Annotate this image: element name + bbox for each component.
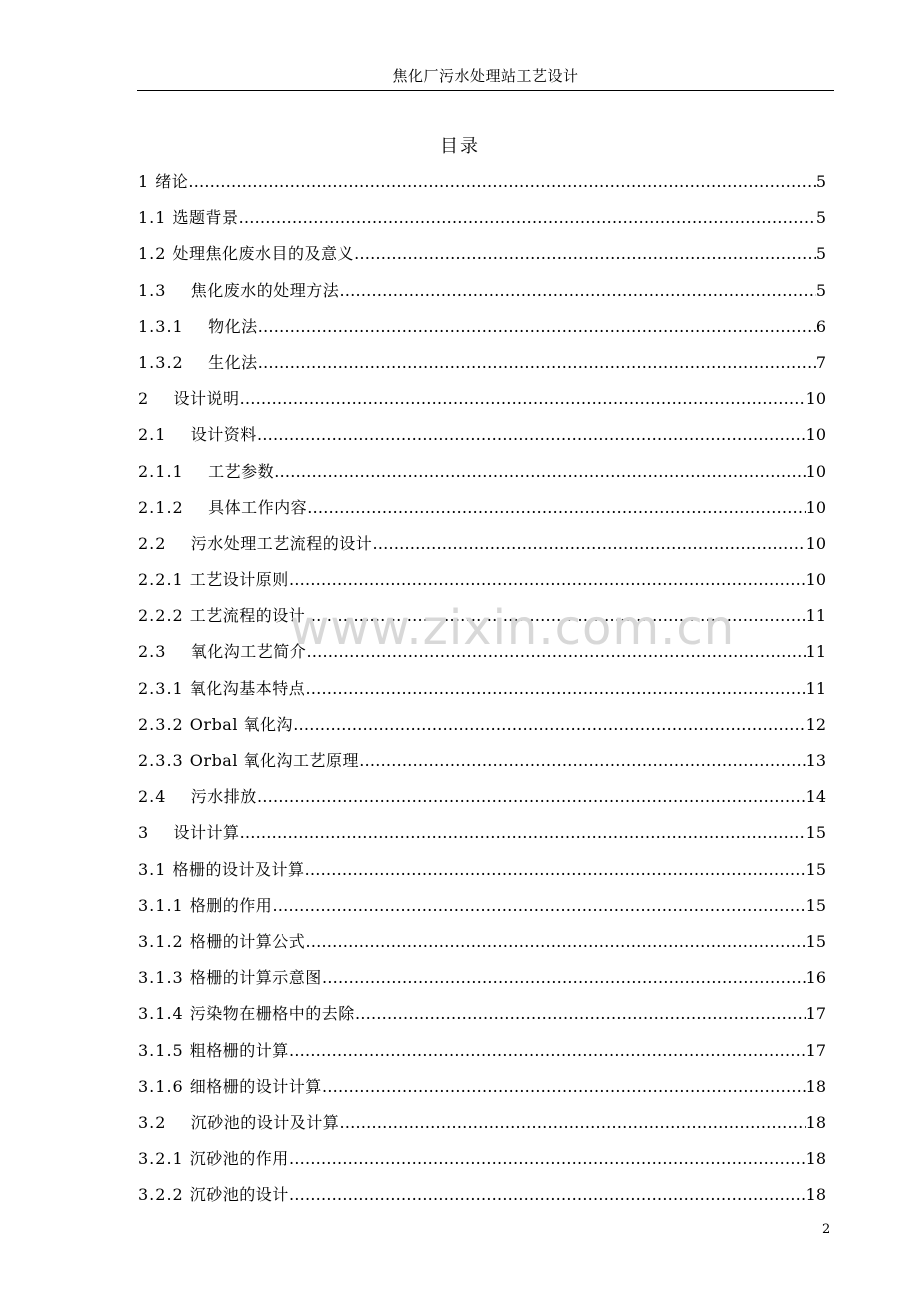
toc-entry-page: 6 [815,316,826,336]
toc-entry-number: 3.1.5 [138,1040,190,1060]
toc-entry-label: 污水处理工艺流程的设计 [190,533,373,553]
toc-entry-page: 18 [805,1185,826,1205]
toc-leader-dots [307,490,806,526]
toc-entry[interactable] [138,1069,826,1105]
toc-entry[interactable] [138,996,826,1032]
toc-entry-label: 格删的作用 [189,895,273,915]
toc-entry-page: 10 [805,570,826,590]
page-header [137,62,834,91]
toc-entry-number: 2.3.3 [138,751,190,770]
toc-entry-page: 15 [805,895,826,915]
toc-entry[interactable] [138,562,826,598]
toc-entry[interactable] [138,779,826,815]
toc-leader-dots [305,852,806,888]
toc-entry-number: 2.2.1 [138,570,190,590]
watermark: www.zixin.com.cn [290,600,736,656]
toc-entry-page: 5 [815,172,826,191]
toc-entry-page: 5 [815,208,826,228]
toc-entry-label: 粗格栅的计算 [189,1040,289,1060]
toc-entry-number: 1.1 [138,208,173,228]
toc-entry-number: 1.2 [138,244,173,264]
toc-entry-page: 10 [805,533,826,553]
toc-entry-number: 2.4 [138,787,191,807]
toc-entry-page: 17 [805,1004,826,1024]
toc-entry-number: 1.3.1 [138,316,209,336]
toc-leader-dots [359,743,806,779]
toc-entry[interactable] [138,236,826,272]
toc-entry-label: 具体工作内容 [208,497,308,517]
toc-entry-label: 工艺流程的设计 [189,606,306,626]
toc-entry-label: 设计说明 [173,389,240,409]
toc-entry-page: 18 [805,1076,826,1096]
page-number: 2 [822,1222,831,1237]
toc-entry-label: 污水排放 [190,787,257,807]
toc-entry-label: 绪论 [155,172,189,191]
toc-entry-label: 氧化沟工艺简介 [190,642,307,662]
toc-leader-dots [289,1033,806,1069]
toc-entry-number: 3.1.3 [138,968,190,988]
toc-entry-page: 14 [805,787,826,807]
toc-leader-dots [239,200,816,236]
toc-title: 目录 [440,136,480,157]
toc-leader-dots [322,1069,806,1105]
toc-entry-number: 3.1.2 [138,931,190,951]
toc-leader-dots [355,996,806,1032]
toc-entry-label: 处理焦化废水目的及意义 [172,244,355,264]
toc-entry-page: 15 [805,931,826,951]
toc-entry[interactable] [138,671,826,707]
toc-entry[interactable] [138,888,826,924]
toc-entry-label: 物化法 [208,316,258,336]
toc-entry[interactable] [138,381,826,417]
toc-entry[interactable] [138,743,826,779]
toc-entry[interactable] [138,454,826,490]
toc-entry[interactable] [138,273,826,309]
toc-entry[interactable] [138,490,826,526]
toc-entry-label: 选题背景 [172,208,239,228]
toc-leader-dots [240,815,806,851]
toc-entry-page: 18 [805,1149,826,1169]
toc-entry[interactable] [138,417,826,453]
toc-entry[interactable] [138,345,826,381]
toc-leader-dots [274,454,806,490]
toc-entry-page: 11 [805,606,826,626]
toc-entry-page: 18 [805,1112,826,1132]
toc-leader-dots [257,779,806,815]
toc-entry-number: 1 [138,172,156,191]
toc-entry-page: 10 [805,425,826,445]
toc-entry-number: 2.3.1 [138,678,190,698]
toc-leader-dots [258,309,816,345]
toc-entry-number: 3.2.2 [138,1185,190,1205]
toc-entry-number: 3.1.1 [138,895,190,915]
toc-entry-page: 11 [805,678,826,698]
toc-entry[interactable] [138,852,826,888]
toc-entry-label: 沉砂池的设计及计算 [190,1112,340,1132]
toc-entry-label: 细格栅的设计计算 [189,1076,322,1096]
toc-entry-page: 11 [805,642,826,662]
toc-entry-label: Orbal 氧化沟工艺原理 [189,751,360,770]
toc-entry-label: 格栅的计算示意图 [189,968,322,988]
toc-entry-label: 氧化沟基本特点 [189,678,306,698]
toc-entry-page: 5 [815,280,826,300]
toc-entry-number: 2.3.2 [138,714,190,734]
toc-entry-label: 沉砂池的作用 [189,1149,289,1169]
toc-entry-number: 3 [138,823,174,843]
toc-entry[interactable] [138,1141,826,1177]
toc-entry-page: 15 [805,859,826,879]
toc-entry[interactable] [138,1033,826,1069]
toc-entry-label: 焦化废水的处理方法 [190,280,340,300]
toc-entry[interactable] [138,164,826,200]
toc-entry-page: 15 [805,823,826,843]
toc-entry-label: 格栅的设计及计算 [172,859,305,879]
toc-leader-dots [293,707,806,743]
toc-entry-number: 2.1.2 [138,497,209,517]
toc-leader-dots [339,1105,805,1141]
toc-entry[interactable] [138,634,826,670]
toc-leader-dots [188,164,816,200]
toc-leader-dots [306,634,805,670]
toc-entry[interactable] [138,815,826,851]
toc-entry[interactable] [138,924,826,960]
toc-entry[interactable] [138,526,826,562]
toc-entry[interactable] [138,1105,826,1141]
toc-entry-label: 污染物在栅格中的去除 [189,1004,355,1024]
toc-leader-dots [257,417,806,453]
toc-entry-number: 2.3 [138,642,191,662]
toc-entry[interactable] [138,960,826,996]
toc-leader-dots [305,598,805,634]
toc-leader-dots [272,888,805,924]
toc-entry-number: 2 [138,389,174,409]
toc-entry-number: 3.1.4 [138,1004,190,1024]
toc-entry-label: 设计计算 [173,823,240,843]
toc-entry-number: 3.1.6 [138,1076,190,1096]
toc-entry-number: 1.3.2 [138,352,209,372]
toc-leader-dots [354,236,816,272]
toc-entry-page: 10 [805,461,826,481]
toc-leader-dots [289,1141,806,1177]
table-of-contents [138,164,826,1213]
toc-entry-number: 3.2 [138,1112,191,1132]
toc-entry-number: 2.1.1 [138,461,209,481]
toc-leader-dots [305,671,805,707]
toc-entry-label: 格栅的计算公式 [189,931,306,951]
toc-entry-page: 13 [805,751,826,770]
toc-entry-number: 3.2.1 [138,1149,190,1169]
toc-entry-label: 设计资料 [190,425,257,445]
toc-entry-page: 12 [805,714,826,734]
toc-entry-number: 1.3 [138,280,191,300]
toc-entry-label: Orbal 氧化沟 [189,714,294,734]
toc-entry-number: 2.1 [138,425,191,445]
toc-entry[interactable] [138,598,826,634]
toc-leader-dots [289,1177,806,1213]
toc-entry[interactable] [138,1177,826,1213]
toc-entry-page: 10 [805,389,826,409]
toc-leader-dots [240,381,806,417]
toc-leader-dots [258,345,816,381]
toc-entry-number: 2.2 [138,533,191,553]
toc-entry-label: 沉砂池的设计 [189,1185,289,1205]
toc-entry-label: 工艺参数 [208,461,275,481]
toc-entry-label: 工艺设计原则 [189,570,289,590]
toc-entry-number: 3.1 [138,859,173,879]
toc-entry-page: 10 [805,497,826,517]
toc-entry-page: 5 [815,244,826,264]
toc-entry-page: 17 [805,1040,826,1060]
header-title: 焦化厂污水处理站工艺设计 [392,67,579,85]
toc-entry-number: 2.2.2 [138,606,190,626]
toc-entry[interactable] [138,309,826,345]
toc-leader-dots [339,273,816,309]
toc-leader-dots [322,960,806,996]
toc-leader-dots [305,924,805,960]
toc-entry[interactable] [138,707,826,743]
toc-entry-page: 7 [815,352,826,372]
toc-entry-label: 生化法 [208,352,258,372]
toc-entry-page: 16 [805,968,826,988]
toc-leader-dots [372,526,805,562]
toc-leader-dots [289,562,806,598]
toc-entry[interactable] [138,200,826,236]
